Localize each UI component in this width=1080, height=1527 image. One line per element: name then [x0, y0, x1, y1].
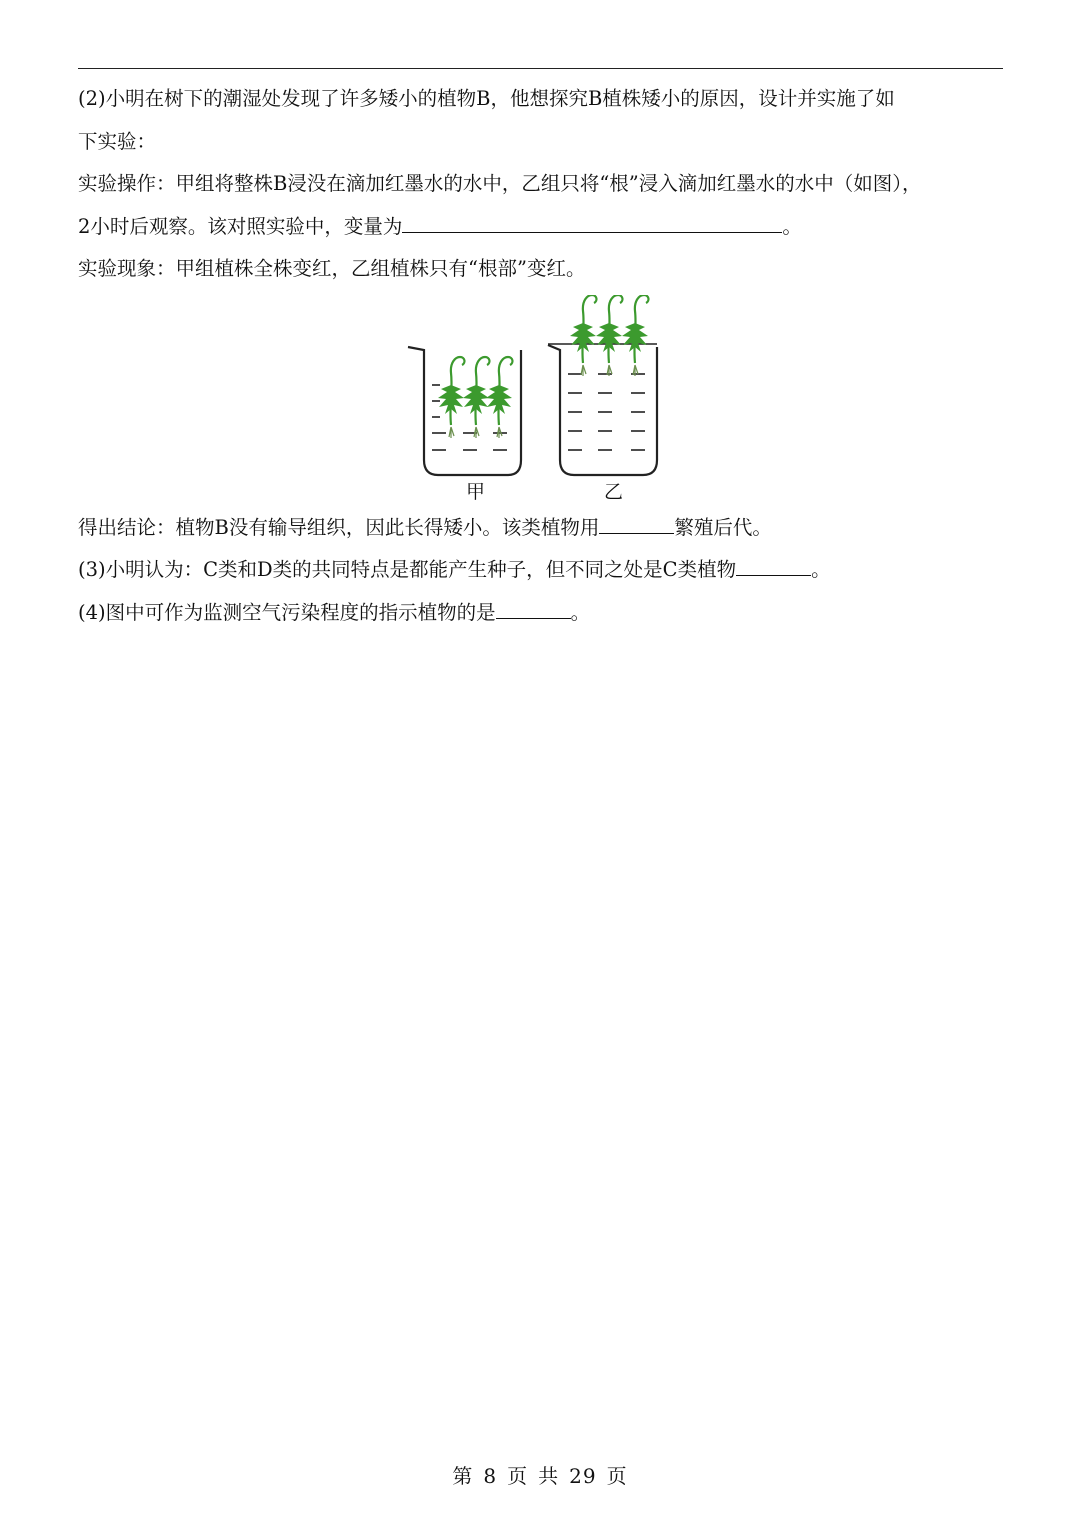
label-jia: 甲 [466, 480, 486, 503]
beaker-yi [548, 295, 657, 475]
p4-line [78, 594, 1003, 637]
p2-line-2: 下实验： [78, 129, 157, 153]
p3-text: (3)小明认为：C类和D类的共同特点是都能产生种子，但不同之处是C类植物 [78, 558, 737, 581]
footer-ye-end: 页 [606, 1464, 628, 1488]
p4-text: (4)图中可作为监测空气污染程度的指示植物的是 [78, 600, 496, 624]
operation-line-1: 实验操作：甲组将整株B浸没在滴加红墨水的水中，乙组只将“根”浸入滴加红墨水的水中（如图）， [78, 172, 922, 195]
p3-answer-blank[interactable] [736, 553, 811, 576]
question-body [78, 80, 1003, 636]
beakers-illustration [78, 295, 1003, 505]
conclusion-text: 得出结论：植物B没有输导组织，因此长得矮小。该类植物用 [78, 515, 600, 539]
reproduction-answer-blank[interactable] [599, 511, 674, 534]
conclusion-line [78, 509, 1003, 552]
footer-page-number: 8 [483, 1464, 498, 1488]
footer-gong: 共 [538, 1464, 560, 1488]
page-footer [0, 1460, 1080, 1489]
footer-ye: 页 [507, 1464, 529, 1488]
operation-text: 2小时后观察。该对照实验中，变量为 [78, 214, 403, 238]
operation-end: 。 [782, 214, 802, 238]
variable-answer-blank[interactable] [402, 210, 782, 233]
operation-line-2 [78, 208, 1003, 251]
p4-answer-blank[interactable] [496, 596, 571, 619]
footer-total-pages: 29 [569, 1464, 597, 1488]
experiment-figure [78, 295, 1003, 505]
p3-line [78, 551, 1003, 594]
header-rule [78, 68, 1003, 69]
p4-end: 。 [570, 600, 591, 624]
p2-line-1: (2)小明在树下的潮湿处发现了许多矮小的植物B，他想探究B植株矮小的原因，设计并实施了如 [78, 87, 895, 110]
label-yi: 乙 [604, 480, 624, 503]
conclusion-end: 繁殖后代。 [674, 515, 772, 539]
footer-di: 第 [452, 1464, 474, 1488]
p3-end: 。 [811, 558, 831, 581]
phenomenon-line: 实验现象：甲组植株全株变红，乙组植株只有“根部”变红。 [78, 257, 586, 280]
beaker-jia [408, 347, 521, 475]
